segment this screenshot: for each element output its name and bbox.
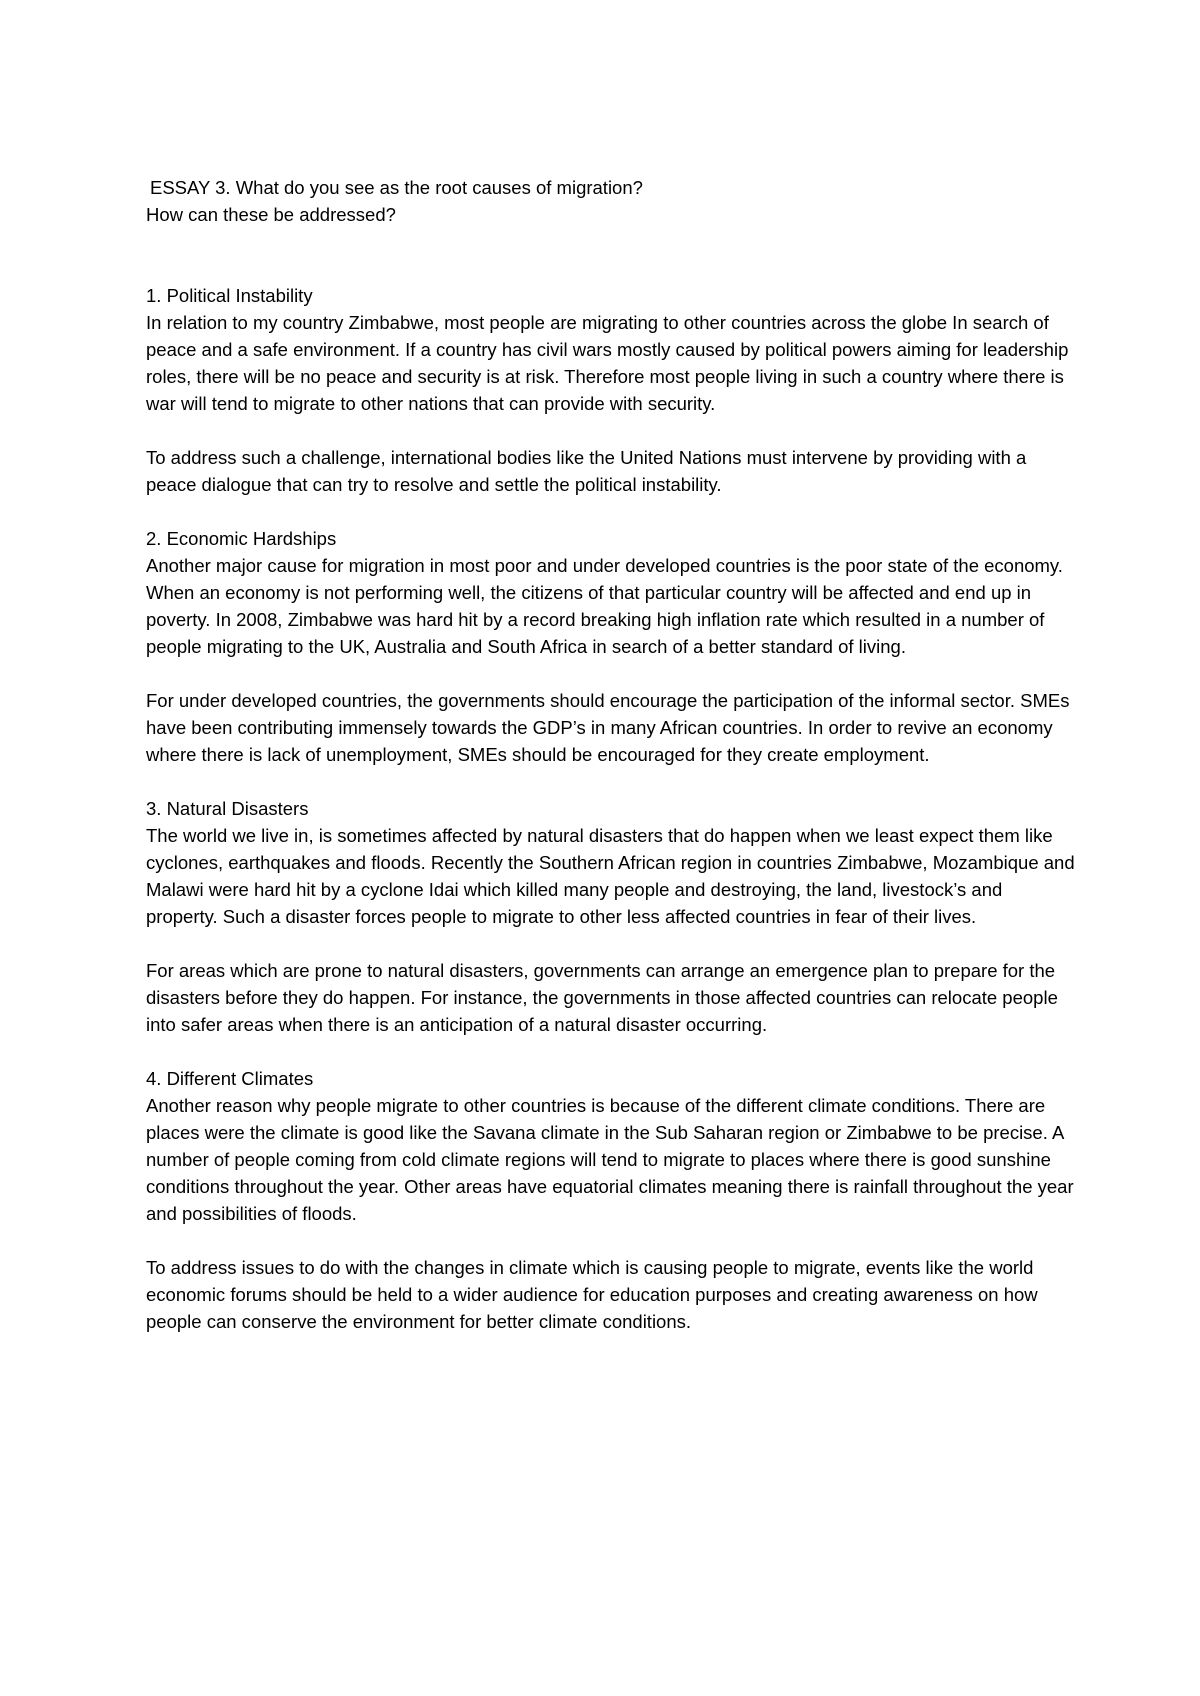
section-paragraph: In relation to my country Zimbabwe, most people are migrating to other countries across the globe In search of peace and a safe environment. If a country has civil wars mostly caused by political powers aiming for leadership roles, there will be no peace and security is at risk. Therefore most people living in such a country where there is war will tend to migrate to other nations that can provide with security.	[146, 312, 1069, 414]
section-paragraph: For under developed countries, the governments should encourage the participation of the informal sector. SMEs have been contributing immensely towards the GDP’s in many African countries. In order to revive an economy where there is lack of unemployment, SMEs should be encouraged for they create employment.	[146, 690, 1070, 765]
section-paragraph: For areas which are prone to natural disasters, governments can arrange an emergence plan to prepare for the disasters before they do happen. For instance, the governments in those affected countries can relocate people into safer areas when there is an anticipation of a natural disaster occurring.	[146, 960, 1058, 1035]
section-political-instability	[146, 282, 1076, 498]
essay-subtitle-question: How can these be addressed?	[146, 204, 396, 225]
section-paragraph: To address such a challenge, international bodies like the United Nations must intervene by providing with a peace dialogue that can try to resolve and settle the political instability.	[146, 447, 1027, 495]
section-economic-hardships	[146, 525, 1076, 768]
section-heading: 1. Political Instability	[146, 285, 313, 306]
essay-sections	[146, 282, 1076, 1335]
section-natural-disasters	[146, 795, 1076, 1038]
section-paragraph: Another reason why people migrate to other countries is because of the different climate conditions. There are places were the climate is good like the Savana climate in the Sub Saharan region or Zimbabwe to be precise. A number of people coming from cold climate regions will tend to migrate to places where there is good sunshine conditions throughout the year. Other areas have equatorial climates meaning there is rainfall throughout the year and possibilities of floods.	[146, 1095, 1074, 1224]
section-different-climates	[146, 1065, 1076, 1335]
section-heading: 4. Different Climates	[146, 1068, 314, 1089]
section-heading: 2. Economic Hardships	[146, 528, 337, 549]
essay-title: ESSAY 3. What do you see as the root causes of migration?	[150, 177, 643, 198]
section-paragraph: Another major cause for migration in most poor and under developed countries is the poor state of the economy. When an economy is not performing well, the citizens of that particular country will be affected and end up in poverty. In 2008, Zimbabwe was hard hit by a record breaking high inflation rate which resulted in a number of people migrating to the UK, Australia and South Africa in search of a better standard of living.	[146, 555, 1063, 657]
section-paragraph: The world we live in, is sometimes affected by natural disasters that do happen when we least expect them like cyclones, earthquakes and floods. Recently the Southern African region in countries Zimbabwe, Mozambique and Malawi were hard hit by a cyclone Idai which killed many people and destroying, the land, livestock’s and property. Such a disaster forces people to migrate to other less affected countries in fear of their lives.	[146, 825, 1075, 927]
essay-body	[146, 174, 1076, 1335]
section-paragraph: To address issues to do with the changes in climate which is causing people to migrate, events like the world economic forums should be held to a wider audience for education purposes and creating awareness on how people can conserve the environment for better climate conditions.	[146, 1257, 1038, 1332]
section-heading: 3. Natural Disasters	[146, 798, 309, 819]
